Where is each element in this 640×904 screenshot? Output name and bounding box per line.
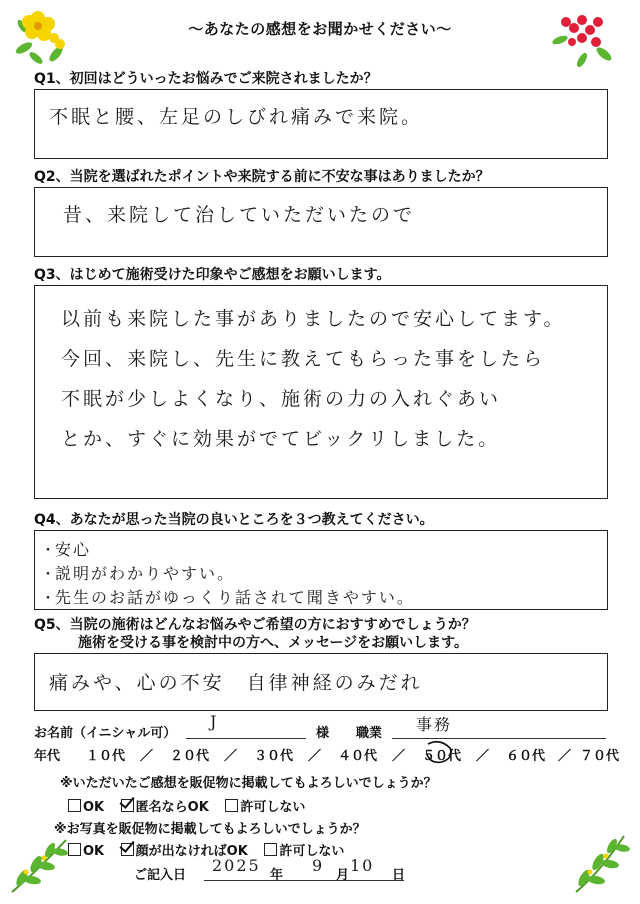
age-option-20[interactable]: ２０代 xyxy=(170,749,210,764)
q4-item: ・安心 xyxy=(41,540,92,559)
age-option-70[interactable]: ７０代 xyxy=(580,749,620,764)
date-day-unit: 日 xyxy=(392,868,406,883)
age-separator: ／ xyxy=(392,749,406,764)
age-separator: ／ xyxy=(140,749,154,764)
date-year-unit: 年 xyxy=(270,868,284,883)
q3-line-2: 今回、来院し、先生に教えてもらった事をしたら xyxy=(61,348,546,370)
consent1-anonymous-option[interactable]: 匿名ならOK xyxy=(121,800,209,815)
checkbox[interactable] xyxy=(264,843,277,856)
q3-line-3: 不眠が少しよくなり、施術の力の入れぐあい xyxy=(61,388,502,410)
consent1-options xyxy=(68,796,317,815)
name-label: お名前（イニシャル可） xyxy=(34,726,177,741)
age-option-10[interactable]: １０代 xyxy=(86,749,126,764)
q3-answer-box[interactable] xyxy=(34,285,608,499)
job-value: 事務 xyxy=(416,715,453,734)
date-day: 10 xyxy=(350,856,375,875)
q1-answer-box[interactable] xyxy=(34,89,608,159)
q5-question-line-2: 施術を受ける事を検討中の方へ、メッセージをお願いします。 xyxy=(78,635,469,651)
age-separator: ／ xyxy=(224,749,238,764)
q4-item: ・説明がわかりやすい。 xyxy=(41,564,236,583)
consent2-question: ※お写真を販促物に掲載してもよろしいでしょうか？ xyxy=(54,822,366,837)
consent2-no-face-option[interactable]: 顔が出なければOK xyxy=(121,844,248,859)
date-month-unit: 月 xyxy=(336,868,350,883)
q4-question: Q4、あなたが思った当院の良いところを３つ教えてください。 xyxy=(34,512,434,528)
q5-answer-box[interactable] xyxy=(34,653,608,711)
q1-answer: 不眠と腰、左足のしびれ痛みで来院。 xyxy=(49,106,424,128)
consent1-deny-option[interactable]: 許可しない xyxy=(225,800,305,815)
consent1-question: ※いただいたご感想を販促物に掲載してもよろしいでしょうか？ xyxy=(60,776,437,791)
q4-item: ・先生のお話がゆっくり話されて聞きやすい。 xyxy=(41,588,415,607)
age-option-30[interactable]: ３０代 xyxy=(254,749,294,764)
q3-line-1: 以前も来院した事がありましたので安心してます。 xyxy=(61,308,566,330)
age-option-40[interactable]: ４０代 xyxy=(338,749,378,764)
checkbox-checked[interactable] xyxy=(121,843,134,856)
age-separator: ／ xyxy=(308,749,322,764)
date-label: ご記入日 xyxy=(134,868,187,883)
date-year: 2025 xyxy=(212,856,261,875)
name-underline[interactable] xyxy=(186,738,306,739)
leaf-sprig-icon xyxy=(6,832,76,898)
name-value: J xyxy=(210,712,219,731)
checkbox[interactable] xyxy=(68,799,81,812)
form-title: ～あなたの感想をお聞かせください～ xyxy=(188,20,452,38)
age-separator: ／ xyxy=(558,749,572,764)
consent1-ok-option[interactable]: OK xyxy=(68,800,104,815)
age-label: 年代 xyxy=(34,749,61,764)
honorific-label: 様 xyxy=(316,726,330,741)
q5-answer: 痛みや、心の不安 自律神経のみだれ xyxy=(49,672,423,694)
q1-question: Q1、初回はどういったお悩みでご来院されましたか？ xyxy=(34,71,378,87)
age-option-60[interactable]: ６０代 xyxy=(506,749,546,764)
age-option-50-selected[interactable]: ５０代 xyxy=(422,749,462,764)
q2-answer-box[interactable] xyxy=(34,187,608,257)
consent2-deny-option[interactable]: 許可しない xyxy=(264,844,344,859)
consent2-ok-option[interactable]: OK xyxy=(68,844,104,859)
job-label: 職業 xyxy=(356,726,383,741)
q5-question-line-1: Q5、当院の施術はどんなお悩みやご希望の方におすすめでしょうか？ xyxy=(34,617,476,633)
checkbox[interactable] xyxy=(68,843,81,856)
q3-question: Q3、はじめて施術受けた印象やご感想をお願いします。 xyxy=(34,267,391,283)
job-underline[interactable] xyxy=(392,738,606,739)
selected-mark-icon xyxy=(424,740,456,766)
checkbox[interactable] xyxy=(225,799,238,812)
date-month: 9 xyxy=(312,856,325,875)
q2-answer: 昔、来院して治していただいたので xyxy=(63,204,416,226)
leaf-sprig-icon xyxy=(566,828,634,898)
q2-question: Q2、当院を選ばれたポイントや来院する前に不安な事はありましたか？ xyxy=(34,169,490,185)
q3-line-4: とか、すぐに効果がでてビックリしました。 xyxy=(61,428,501,450)
date-underline[interactable] xyxy=(204,880,404,881)
checkbox-checked[interactable] xyxy=(121,799,134,812)
age-separator: ／ xyxy=(476,749,490,764)
q4-answer-box[interactable] xyxy=(34,530,608,610)
